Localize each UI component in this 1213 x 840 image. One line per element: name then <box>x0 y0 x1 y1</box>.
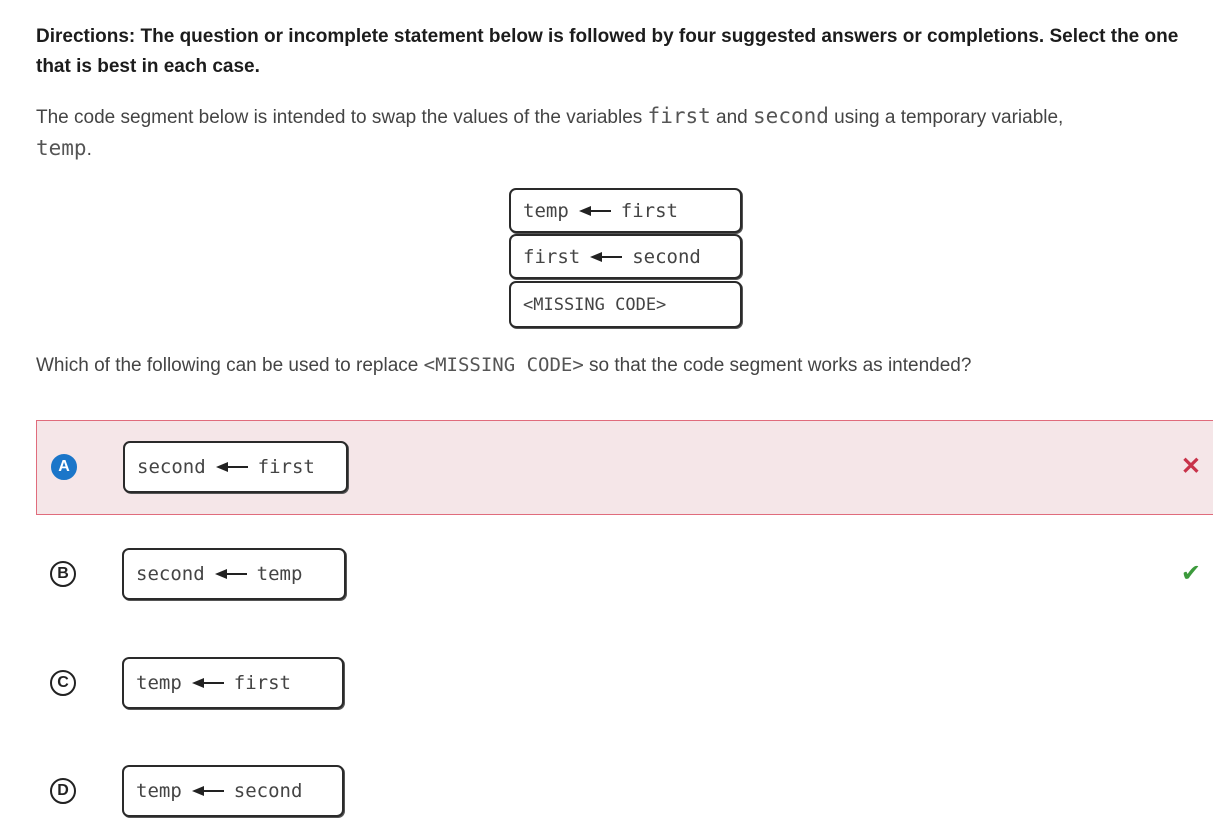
var-first: first <box>647 104 711 128</box>
intro-text: using a temporary variable, <box>828 107 1064 128</box>
code-right: second <box>632 245 701 268</box>
left-arrow-icon <box>192 678 224 688</box>
code-left: temp <box>136 780 182 802</box>
code-left: temp <box>523 199 569 222</box>
choice-d[interactable] <box>36 745 1213 840</box>
choice-code <box>123 441 348 493</box>
intro-text: The code segment below is intended to swap the values of the variables <box>36 107 648 128</box>
code-right: first <box>233 672 291 694</box>
left-arrow-icon <box>590 252 622 262</box>
choice-letter-a[interactable]: A <box>51 454 77 480</box>
missing-code-text: <MISSING CODE> <box>523 294 667 315</box>
choice-letter-d[interactable]: D <box>50 778 76 804</box>
choice-a[interactable] <box>36 420 1213 515</box>
question-prompt <box>36 350 1196 381</box>
check-icon: ✔ <box>1180 560 1201 587</box>
code-right: second <box>233 780 303 802</box>
intro-text: and <box>710 107 754 128</box>
directions-text: Directions: The question or incomplete statement below is followed by four suggested answers or completions. Select the one that is best in each case. <box>36 26 1179 77</box>
choice-code <box>122 548 346 600</box>
left-arrow-icon <box>192 786 224 796</box>
question-intro <box>36 101 1196 165</box>
code-left: temp <box>136 672 182 694</box>
choice-c[interactable] <box>36 637 1213 732</box>
code-left: second <box>136 563 205 585</box>
code-line-missing <box>509 281 742 328</box>
choice-letter-c[interactable]: C <box>50 670 76 696</box>
var-second: second <box>753 104 829 128</box>
choice-b[interactable] <box>36 528 1213 623</box>
choice-code <box>122 765 344 817</box>
prompt-text: Which of the following can be used to replace <box>36 355 424 376</box>
x-icon: ✕ <box>1180 453 1201 480</box>
left-arrow-icon <box>579 206 611 216</box>
var-temp: temp <box>36 136 87 160</box>
missing-code-ref: <MISSING CODE> <box>423 354 584 376</box>
code-right: first <box>257 456 315 478</box>
prompt-text: so that the code segment works as intended? <box>583 355 972 376</box>
code-line-1 <box>509 188 742 233</box>
code-left: second <box>137 456 206 478</box>
intro-text: . <box>86 139 92 160</box>
code-right: first <box>620 199 678 222</box>
left-arrow-icon <box>215 569 247 579</box>
left-arrow-icon <box>216 462 248 472</box>
choice-code <box>122 657 344 709</box>
choice-letter-b[interactable]: B <box>50 561 76 587</box>
code-right: temp <box>256 563 303 585</box>
code-line-2 <box>509 234 742 279</box>
code-left: first <box>523 245 581 268</box>
